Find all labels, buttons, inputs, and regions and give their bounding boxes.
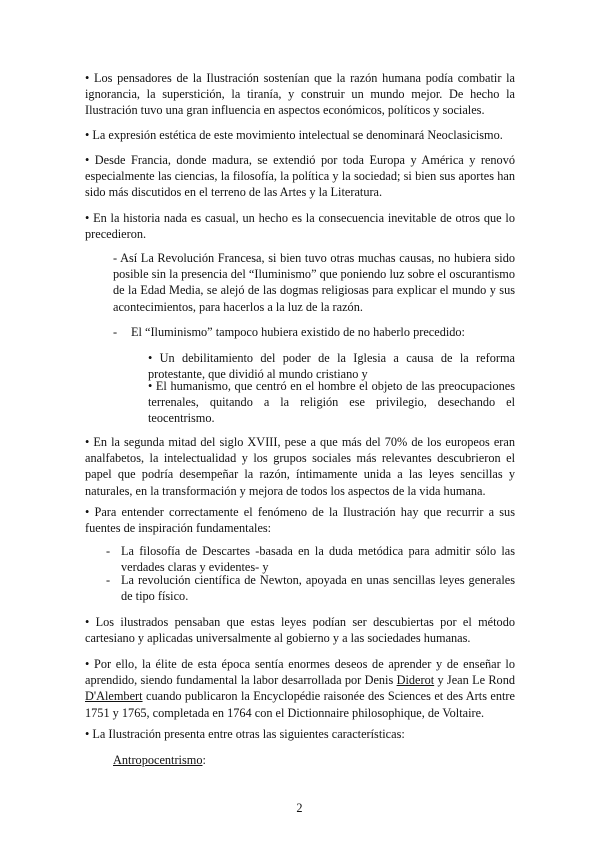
paragraph-ilustrados-leyes: • Los ilustrados pensaban que estas leyes podían ser descubiertas por el método cartesiano y aplicadas universalmente al gobierno y a las sociedades humanas. [85,615,515,646]
paragraph-fuentes-inspiracion: • Para entender correctamente el fenómeno de la Ilustración hay que recurrir a sus fuentes de inspiración fundamentales: [85,505,515,536]
dash-item-text: La revolución científica de Newton, apoyada en unas sencillas leyes generales de tipo físico. [121,573,515,604]
dash-marker: - [106,544,111,558]
link-dalembert[interactable]: D'Alembert [85,689,143,704]
paragraph-neoclasicismo: • La expresión estética de este movimiento intelectual se denominará Neoclasicismo. [85,128,503,142]
dash-item-text: El “Iluminismo” tampoco hubiera existido de no haberlo precedido: [131,325,465,339]
page-number: 2 [296,801,303,815]
dash-marker: - [113,325,118,339]
paragraph-historia: • En la historia nada es casual, un hecho es la consecuencia inevitable de otros que lo precedieron. [85,211,515,242]
dash-item-iluminismo [113,324,515,340]
antropocentrismo-colon: : [202,753,206,767]
bullet-debilitamiento-iglesia: • Un debilitamiento del poder de la Iglesia a causa de la reforma protestante, que dividió al mundo cristiano y [148,351,515,382]
dash-item-newton [106,572,515,604]
antropocentrismo-label: Antropocentrismo [113,753,203,767]
enciclopedia-text-b: y Jean Le Rond [434,673,515,688]
enciclopedia-text-c: cuando publicaron la Encyclopédie raisonée des Sciences et des Arts entre 1751 y 1765, completada en 1764 con el Dictionnaire philosophique, de Voltaire. [85,689,515,720]
dash-item-descartes [106,543,515,575]
paragraph-siglo-xviii: • En la segunda mitad del siglo XVIII, pese a que más del 70% de los europeos eran analfabetos, la intelectualidad y los grupos sociales más relevantes descubrieron el papel que podría desempeñar la razón, íntimamente unida a las leyes sencillas y naturales, en la transformación y mejora de todos los aspectos de la vida humana. [85,435,515,498]
dash-item-text: La filosofía de Descartes -basada en la duda metódica para admitir sólo las verdades claras y evidentes- y [121,544,515,575]
dash-marker: - [106,573,111,587]
enciclopedia-text-a: • Por ello, la élite de esta época sentía enormes deseos de aprender y de enseñar lo aprendido, siendo fundamental la labor desarrollada por Denis [85,657,515,688]
link-diderot[interactable]: Diderot [396,673,435,688]
paragraph-caracteristicas: • La Ilustración presenta entre otras las siguientes características: [85,727,405,741]
subheading-antropocentrismo [113,752,515,768]
bullet-humanismo: • El humanismo, que centró en el hombre el objeto de las preocupaciones terrenales, quitando a la religión ese privilegio, desechando el teocentrismo. [148,379,515,426]
paragraph-revolucion-francesa: - Así La Revolución Francesa, si bien tuvo otras muchas causas, no hubiera sido posible sin la presencia del “Iluminismo” que poniendo luz sobre el oscurantismo de la Edad Media, se alejó de las dogmas religiosas para explicar el mundo y sus acontecimientos, para hacerlos a la luz de la razón. [113,251,515,314]
paragraph-elite-enciclopedia [85,656,515,721]
paragraph-francia: • Desde Francia, donde madura, se extendió por toda Europa y América y renovó especialmente las ciencias, la filosofía, la política y la sociedad; si bien sus aportes han sido más discutidos en el terreno de las Artes y la Literatura. [85,153,515,200]
paragraph-ilustracion-razon: • Los pensadores de la Ilustración sostenían que la razón humana podía combatir la ignorancia, la superstición, la tiranía, y construir un mundo mejor. De hecho la Ilustración tuvo una gran influencia en aspectos económicos, políticos y sociales. [85,71,515,118]
